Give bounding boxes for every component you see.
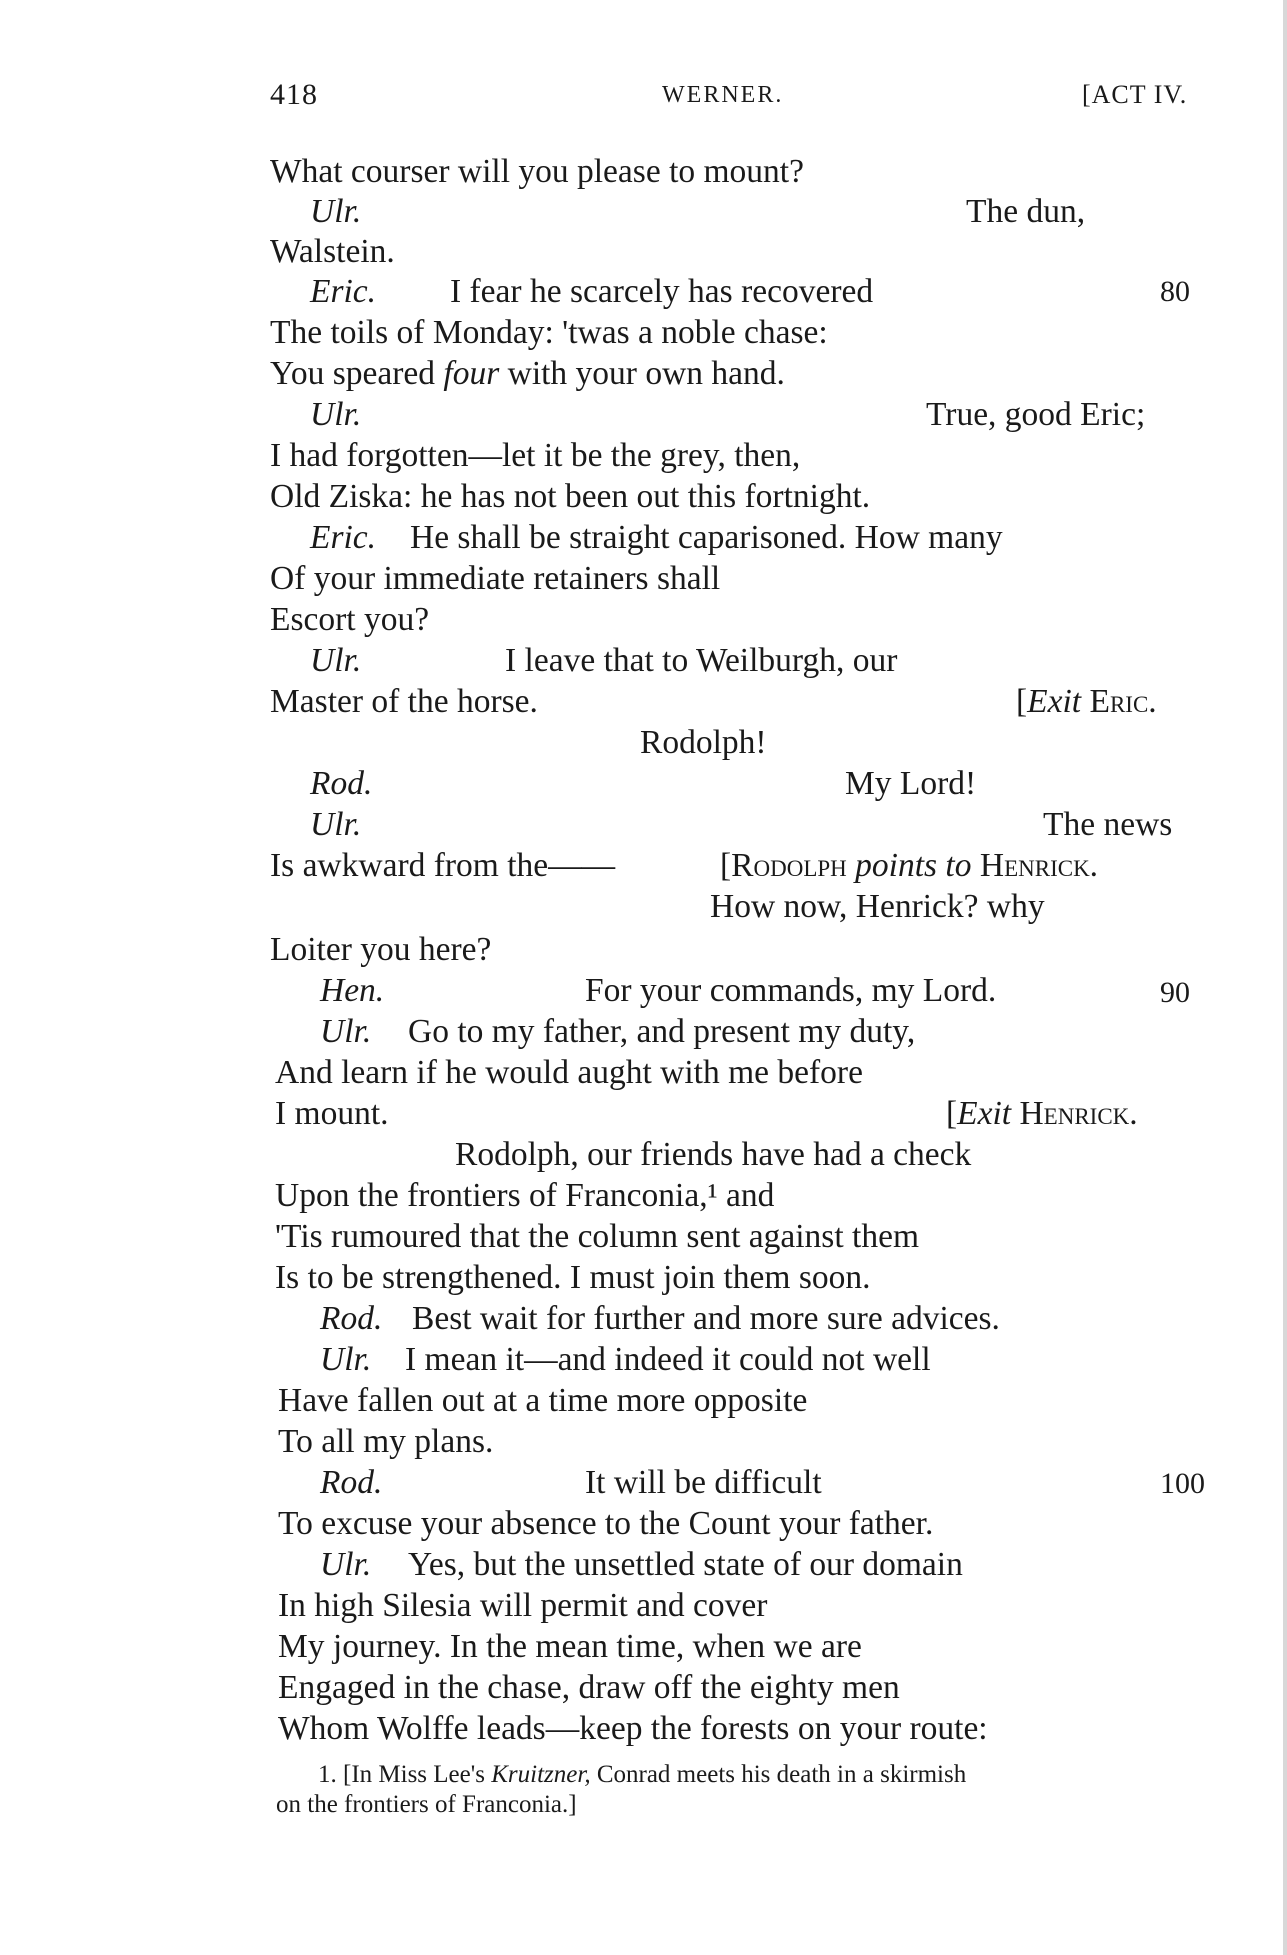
speaker-label: Rod. xyxy=(320,1464,383,1501)
verse-line: 'Tis rumoured that the column sent against them xyxy=(275,1218,920,1255)
footnote-text: Conrad meets his death in a skirmish xyxy=(596,1761,967,1788)
stage-direction xyxy=(720,846,1098,886)
work-title: Kruitzner, xyxy=(491,1761,591,1788)
footnote-marker: 1. xyxy=(318,1761,337,1788)
stage-verb: Exit xyxy=(957,1095,1012,1132)
speaker-label: Ulr. xyxy=(310,396,362,433)
character-name: Eric. xyxy=(1089,683,1157,720)
verse-line: How now, Henrick? why xyxy=(710,888,1045,925)
page-edge-shadow xyxy=(1283,0,1287,1955)
speaker-label: Eric. xyxy=(310,273,377,310)
verse-line: For your commands, my Lord. xyxy=(585,972,997,1009)
speaker-label: Ulr. xyxy=(320,1546,372,1583)
verse-line: Walstein. xyxy=(270,233,395,270)
verse-line: To all my plans. xyxy=(278,1423,494,1460)
bracket: [ xyxy=(1016,683,1028,720)
speaker-label: Rod. xyxy=(320,1300,383,1337)
verse-line: Of your immediate retainers shall xyxy=(270,560,721,597)
character-name: Rodolph xyxy=(731,847,847,884)
bracket: [ xyxy=(720,847,732,884)
footnote-line: on the frontiers of Franconia.] xyxy=(276,1791,577,1818)
speaker-label: Ulr. xyxy=(310,806,362,843)
verse-line: I fear he scarcely has recovered xyxy=(450,273,874,310)
verse-line: The news xyxy=(1043,806,1173,843)
verse-line: It will be difficult xyxy=(585,1464,822,1501)
verse-line: Whom Wolffe leads—keep the forests on your route: xyxy=(278,1710,988,1747)
speaker-label: Ulr. xyxy=(310,642,362,679)
footnote-line xyxy=(318,1760,966,1790)
verse-line: I mean it—and indeed it could not well xyxy=(405,1341,931,1378)
verse-line: Engaged in the chase, draw off the eighty men xyxy=(278,1669,900,1706)
verse-text-run: You speared xyxy=(270,355,436,392)
verse-text-run: with your own hand. xyxy=(507,355,785,392)
verse-line: And learn if he would aught with me before xyxy=(275,1054,863,1091)
act-label: [ACT IV. xyxy=(1082,80,1188,109)
speaker-label: Ulr. xyxy=(320,1013,372,1050)
verse-line: To excuse your absence to the Count your father. xyxy=(278,1505,934,1542)
character-name: Henrick. xyxy=(1019,1095,1138,1132)
stage-direction xyxy=(946,1094,1138,1134)
verse-line: What courser will you please to mount? xyxy=(270,153,804,190)
line-number: 90 xyxy=(1160,976,1190,1009)
verse-line: My Lord! xyxy=(845,765,977,802)
verse-line: Yes, but the unsettled state of our domain xyxy=(408,1546,963,1583)
verse-line: I leave that to Weilburgh, our xyxy=(505,642,898,679)
verse-line: Best wait for further and more sure advices. xyxy=(412,1300,1000,1337)
verse-line: The toils of Monday: 'twas a noble chase: xyxy=(270,314,828,351)
speaker-label: Ulr. xyxy=(310,193,362,230)
speaker-label: Rod. xyxy=(310,765,373,802)
verse-line: Have fallen out at a time more opposite xyxy=(278,1382,808,1419)
verse-line: Is to be strengthened. I must join them soon. xyxy=(275,1259,871,1296)
line-number: 100 xyxy=(1160,1467,1205,1500)
verse-line: I mount. xyxy=(275,1095,389,1132)
speaker-label: Hen. xyxy=(320,972,385,1009)
page-number: 418 xyxy=(270,78,318,111)
verse-line: Is awkward from the—— xyxy=(270,847,616,884)
verse-line: Loiter you here? xyxy=(270,931,492,968)
stage-direction xyxy=(1016,682,1157,722)
verse-line: My journey. In the mean time, when we are xyxy=(278,1628,862,1665)
verse-line: Upon the frontiers of Franconia,¹ and xyxy=(275,1177,775,1214)
verse-line: Rodolph! xyxy=(640,724,767,761)
verse-line xyxy=(270,354,785,394)
speaker-label: Ulr. xyxy=(320,1341,372,1378)
running-header xyxy=(0,78,1287,128)
character-name: Henrick. xyxy=(979,847,1099,884)
verse-line: Master of the horse. xyxy=(270,683,538,720)
verse-line: Go to my father, and present my duty, xyxy=(408,1013,916,1050)
verse-line: True, good Eric; xyxy=(926,396,1146,433)
bracket: [ xyxy=(946,1095,958,1132)
emphasis-text: four xyxy=(443,355,500,392)
stage-verb: Exit xyxy=(1027,683,1082,720)
footnote-text: [In Miss Lee's xyxy=(343,1761,485,1788)
verse-line: I had forgotten—let it be the grey, then, xyxy=(270,437,801,474)
verse-line: Escort you? xyxy=(270,601,430,638)
verse-line: He shall be straight caparisoned. How many xyxy=(410,519,1003,556)
verse-line: Old Ziska: he has not been out this fortnight. xyxy=(270,478,871,515)
stage-verb: points to xyxy=(855,847,972,884)
verse-line: Rodolph, our friends have had a check xyxy=(455,1136,972,1173)
verse-line: In high Silesia will permit and cover xyxy=(278,1587,768,1624)
line-number: 80 xyxy=(1160,275,1190,308)
verse-line: The dun, xyxy=(966,193,1086,230)
speaker-label: Eric. xyxy=(310,519,377,556)
running-title: WERNER. xyxy=(662,82,784,108)
